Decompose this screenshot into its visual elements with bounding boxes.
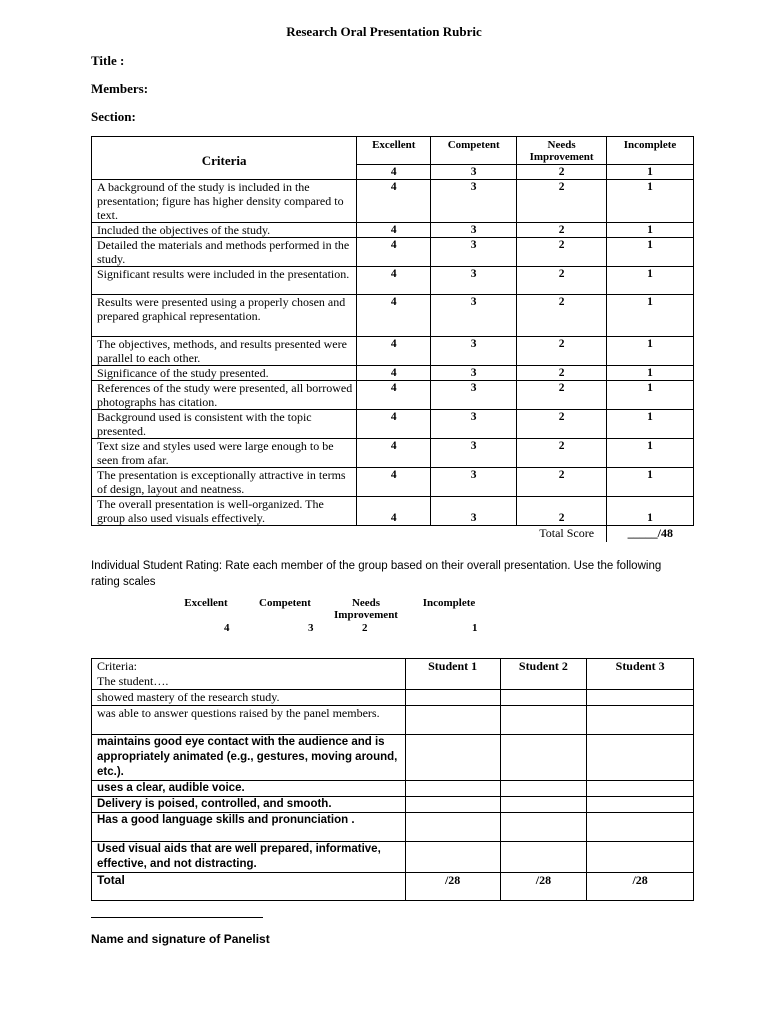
individual-rating-instruction: Individual Student Rating: Rate each member of the group based on their overall presentation. Use the following rating scales	[91, 560, 662, 588]
rubric-score: 1	[607, 238, 694, 267]
header-excellent: Excellent	[357, 137, 431, 165]
student-rating-row	[92, 813, 694, 842]
rubric-score: 4	[357, 238, 431, 267]
rubric-score: 2	[517, 439, 607, 468]
student-1-header: Student 1	[405, 659, 500, 690]
student-criterion: maintains good eye contact with the audience and is appropriately animated (e.g., gestures, moving around, etc.).	[92, 735, 406, 781]
student-2-rating-cell[interactable]	[500, 813, 587, 842]
student-rating-table	[91, 658, 694, 901]
student-rating-row	[92, 842, 694, 873]
student-1-total: /28	[405, 873, 500, 901]
rubric-score: 1	[607, 337, 694, 366]
rubric-row	[92, 180, 694, 223]
student-2-rating-cell[interactable]	[500, 842, 587, 873]
rubric-criterion: Significance of the study presented.	[92, 366, 357, 381]
rubric-score: 2	[517, 381, 607, 410]
student-3-rating-cell[interactable]	[587, 706, 694, 735]
student-criterion: was able to answer questions raised by the panel members.	[92, 706, 406, 735]
student-1-rating-cell[interactable]	[405, 797, 500, 813]
student-1-rating-cell[interactable]	[405, 842, 500, 873]
rubric-score: 4	[357, 267, 431, 295]
student-2-rating-cell[interactable]	[500, 690, 587, 706]
rubric-score: 1	[607, 381, 694, 410]
rubric-criterion: Text size and styles used were large enough to be seen from afar.	[92, 439, 357, 468]
rubric-score: 2	[517, 180, 607, 223]
total-label: Total	[92, 873, 406, 901]
signature-label: Name and signature of Panelist	[91, 932, 270, 946]
student-3-rating-cell[interactable]	[587, 842, 694, 873]
members-field-label: Members:	[91, 81, 149, 96]
scale-value: 4	[224, 622, 230, 634]
rubric-score: 1	[607, 497, 694, 526]
rubric-score: 1	[607, 180, 694, 223]
rubric-score: 2	[517, 410, 607, 439]
student-2-header: Student 2	[500, 659, 587, 690]
student-3-rating-cell[interactable]	[587, 735, 694, 781]
student-criteria-header	[92, 659, 406, 690]
rubric-score: 3	[431, 223, 517, 238]
rubric-score: 4	[357, 381, 431, 410]
rubric-criterion: The presentation is exceptionally attractive in terms of design, layout and neatness.	[92, 468, 357, 497]
rubric-score: 4	[357, 410, 431, 439]
scale-value: 3	[308, 622, 314, 634]
rubric-criterion: Included the objectives of the study.	[92, 223, 357, 238]
rubric-score: 4	[357, 497, 431, 526]
rubric-score: 1	[607, 439, 694, 468]
scale-incomplete: Incomplete	[422, 597, 476, 609]
scale-needs-improvement: Needs Improvement	[334, 597, 398, 621]
rubric-score: 1	[607, 468, 694, 497]
rubric-criterion: Results were presented using a properly chosen and prepared graphical representation.	[92, 295, 357, 337]
rubric-score: 4	[357, 439, 431, 468]
rubric-score: 1	[607, 267, 694, 295]
rubric-score: 4	[357, 295, 431, 337]
rubric-score: 4	[357, 180, 431, 223]
rubric-row	[92, 497, 694, 526]
rubric-criterion: The overall presentation is well-organized. The group also used visuals effectively.	[92, 497, 357, 526]
rubric-score: 4	[357, 468, 431, 497]
header-score: 2	[517, 165, 607, 180]
student-2-rating-cell[interactable]	[500, 706, 587, 735]
rubric-score: 3	[431, 180, 517, 223]
criteria-header: Criteria	[92, 137, 357, 180]
header-score: 1	[607, 165, 694, 180]
rubric-table	[91, 136, 694, 542]
rubric-score: 2	[517, 337, 607, 366]
student-rating-row	[92, 735, 694, 781]
student-rating-row	[92, 797, 694, 813]
document-title: Research Oral Presentation Rubric	[286, 24, 482, 39]
student-rating-row	[92, 690, 694, 706]
rubric-criterion: A background of the study is included in the presentation; figure has higher density compared to text.	[92, 180, 357, 223]
student-criterion: Used visual aids that are well prepared, informative, effective, and not distracting.	[92, 842, 406, 873]
student-rating-row	[92, 706, 694, 735]
student-2-total: /28	[500, 873, 587, 901]
rubric-score: 1	[607, 223, 694, 238]
rubric-score: 4	[357, 366, 431, 381]
rubric-row	[92, 223, 694, 238]
header-competent: Competent	[431, 137, 517, 165]
rubric-row	[92, 267, 694, 295]
title-field-label: Title :	[91, 53, 125, 68]
scale-competent: Competent	[259, 597, 311, 609]
student-1-rating-cell[interactable]	[405, 781, 500, 797]
scale-value: 1	[472, 622, 478, 634]
rubric-score: 2	[517, 295, 607, 337]
rubric-score: 1	[607, 366, 694, 381]
header-incomplete: Incomplete	[607, 137, 694, 165]
rubric-row	[92, 410, 694, 439]
student-3-rating-cell[interactable]	[587, 813, 694, 842]
student-criterion: uses a clear, audible voice.	[92, 781, 406, 797]
student-rating-row	[92, 781, 694, 797]
rubric-score: 3	[431, 497, 517, 526]
rubric-score: 3	[431, 295, 517, 337]
rubric-score: 2	[517, 238, 607, 267]
section-field-label: Section:	[91, 109, 136, 124]
student-3-header: Student 3	[587, 659, 694, 690]
rubric-score: 3	[431, 238, 517, 267]
rubric-score: 3	[431, 267, 517, 295]
student-1-rating-cell[interactable]	[405, 690, 500, 706]
student-3-rating-cell[interactable]	[587, 781, 694, 797]
student-criterion: Delivery is poised, controlled, and smooth.	[92, 797, 406, 813]
rubric-score: 3	[431, 410, 517, 439]
student-3-rating-cell[interactable]	[587, 797, 694, 813]
student-2-rating-cell[interactable]	[500, 735, 587, 781]
rubric-criterion: Background used is consistent with the topic presented.	[92, 410, 357, 439]
rubric-score: 3	[431, 381, 517, 410]
student-1-rating-cell[interactable]	[405, 706, 500, 735]
rubric-row	[92, 337, 694, 366]
student-1-rating-cell[interactable]	[405, 813, 500, 842]
rubric-score: 2	[517, 267, 607, 295]
rubric-score: 3	[431, 439, 517, 468]
rubric-score: 3	[431, 366, 517, 381]
rubric-score: 2	[517, 468, 607, 497]
signature-line	[91, 917, 263, 918]
rubric-row	[92, 439, 694, 468]
rubric-row	[92, 468, 694, 497]
scale-excellent: Excellent	[184, 597, 228, 609]
rubric-score: 2	[517, 497, 607, 526]
student-criterion: Has a good language skills and pronunciation .	[92, 813, 406, 842]
student-1-rating-cell[interactable]	[405, 735, 500, 781]
rubric-score: 4	[357, 337, 431, 366]
rubric-score: 2	[517, 223, 607, 238]
criteria-sub: The student….	[97, 674, 169, 688]
header-needs-improvement: Needs Improvement	[517, 137, 607, 165]
rubric-score: 4	[357, 223, 431, 238]
student-criterion: showed mastery of the research study.	[92, 690, 406, 706]
rubric-criterion: References of the study were presented, all borrowed photographs has citation.	[92, 381, 357, 410]
student-2-rating-cell[interactable]	[500, 797, 587, 813]
criteria-label: Criteria:	[97, 659, 137, 673]
rubric-score: 1	[607, 295, 694, 337]
scale-value: 2	[362, 622, 368, 634]
rubric-score: 3	[431, 337, 517, 366]
rubric-criterion: The objectives, methods, and results presented were parallel to each other.	[92, 337, 357, 366]
student-2-rating-cell[interactable]	[500, 781, 587, 797]
rubric-score: 3	[431, 468, 517, 497]
header-score: 3	[431, 165, 517, 180]
rubric-row	[92, 238, 694, 267]
rubric-criterion: Detailed the materials and methods performed in the study.	[92, 238, 357, 267]
rubric-score: 1	[607, 410, 694, 439]
total-score-label: Total Score	[539, 526, 595, 540]
rubric-criterion: Significant results were included in the presentation.	[92, 267, 357, 295]
rubric-score: 2	[517, 366, 607, 381]
student-3-rating-cell[interactable]	[587, 690, 694, 706]
rubric-row	[92, 366, 694, 381]
student-3-total: /28	[587, 873, 694, 901]
total-score-value: _____/48	[607, 526, 694, 542]
header-score: 4	[357, 165, 431, 180]
rubric-row	[92, 381, 694, 410]
rubric-row	[92, 295, 694, 337]
